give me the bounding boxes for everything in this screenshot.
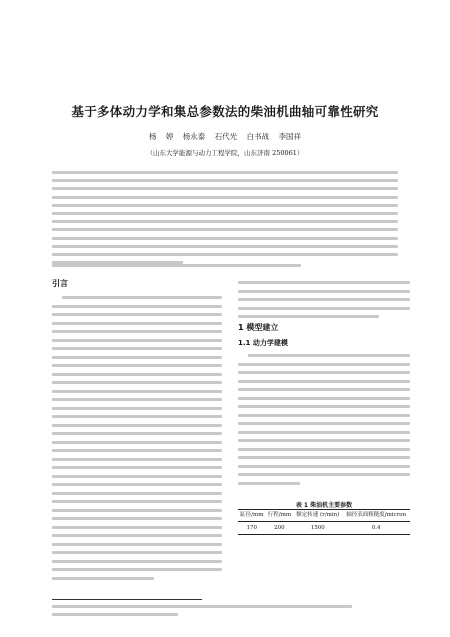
section-heading-1-1: 1.1 动力学建模: [238, 339, 288, 347]
keywords-placeholder: [52, 264, 398, 267]
body-right-placeholder: [238, 281, 410, 318]
body-left-placeholder: [52, 296, 222, 580]
parameter-table: [238, 509, 410, 535]
table-header-cell: 行程/mm: [266, 510, 294, 522]
author-affiliation: （山东大学能源与动力工程学院，山东济南 250061）: [146, 149, 304, 157]
author-name: 李国祥: [278, 132, 301, 141]
author-name: 杨永泰: [182, 132, 206, 141]
table-header-cell: 缸径/mm: [238, 510, 266, 522]
table-caption: 表 1 柴油机主要参数: [295, 502, 353, 509]
table-header-cell: 轴径表面粗糙度/micron: [342, 510, 410, 522]
author-name: 杨 婷: [149, 132, 174, 141]
author-name: 白书战: [246, 132, 270, 141]
footnote-divider: [52, 599, 202, 600]
author-name: 石代光: [214, 132, 238, 141]
paper-title: 基于多体动力学和集总参数法的柴油机曲轴可靠性研究: [71, 104, 379, 119]
abstract-placeholder: [52, 171, 398, 264]
footnote-placeholder: [52, 605, 352, 616]
section-heading-intro: 引言: [52, 279, 68, 288]
author-list: [0, 131, 450, 142]
section-heading-1: 1 模型建立: [238, 323, 279, 332]
table-header-cell: 额定转速 (r/min): [293, 510, 342, 522]
table-cell: 170: [238, 521, 266, 534]
body-right-placeholder: [238, 354, 410, 485]
table-cell: 0.4: [342, 521, 410, 534]
table-cell: 1500: [293, 521, 342, 534]
table-row: [238, 521, 410, 534]
table-cell: 200: [266, 521, 294, 534]
